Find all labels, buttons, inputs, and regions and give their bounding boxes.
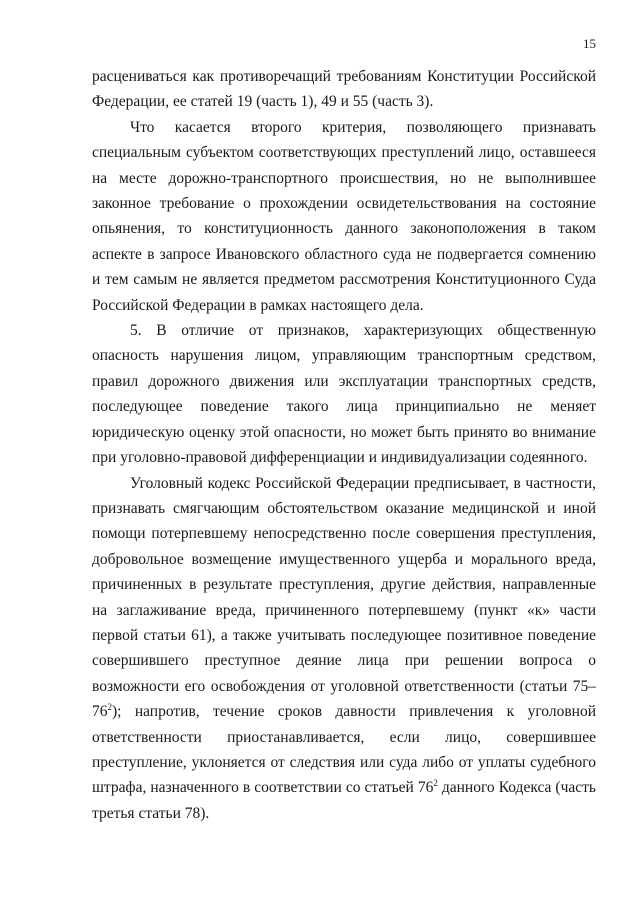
paragraph-criminal-code-part-1: Уголовный кодекс Российской Федерации предписывает, в частности, признавать смягчающим обстоятельством оказание медицинской и иной помощи потерпевшему непосредственно после совершения преступления, добровольное возмещение имущественного ущерба и морального вреда, причиненных в результате преступления, другие действия, направленные на заглаживание вреда, причиненного потерпевшему (пункт «к» части первой статьи 61), а также учитывать последующее позитивное поведение совершившего преступное деяние лица при решении вопроса о возможности его освобождения от уголовной ответственности (статьи 75–76 — [92, 474, 596, 721]
paragraph-criminal-code-part-3: данного Кодекса (часть третья статьи 78). — [92, 779, 596, 822]
page-number: 15 — [583, 36, 596, 51]
paragraph-continuation: расцениваться как противоречащий требованиям Конституции Российской Федерации, ее статей 19 (часть 1), 49 и 55 (часть 3). — [92, 68, 596, 111]
superscript-article-76-2-first: 2 — [107, 702, 112, 712]
paragraph-second-criterion: Что касается второго критерия, позволяющего признавать специальным субъектом соответствующих преступлений лицо, оставшееся на месте дорожно-транспортного происшествия, но не выполнившее законное требование о прохождении освидетельствования на состояние опьянения, то конституционность данного законоположения в таком аспекте в запросе Ивановского областного суда не подвергается сомнению и тем самым не является предметом рассмотрения Конституционного Суда Российской Федерации в рамках настоящего дела. — [92, 118, 596, 314]
body-text — [92, 64, 596, 826]
paragraph-criminal-code-part-2: ); напротив, течение сроков давности привлечения к уголовной ответственности приостанавливается, если лицо, совершившее преступление, уклоняется от следствия или суда либо от уплаты судебного штрафа, назначенного в соответствии со статьей 76 — [92, 703, 596, 797]
paragraph-criminal-code — [92, 471, 596, 827]
paragraph-point-5: 5. В отличие от признаков, характеризующих общественную опасность нарушения лицом, управляющим транспортным средством, правил дорожного движения или эксплуатации транспортных средств, последующее поведение такого лица принципиально не меняет юридическую оценку этой опасности, но может быть принято во внимание при уголовно-правовой дифференциации и индивидуализации содеянного. — [92, 322, 596, 467]
superscript-article-76-2-second: 2 — [433, 778, 438, 789]
